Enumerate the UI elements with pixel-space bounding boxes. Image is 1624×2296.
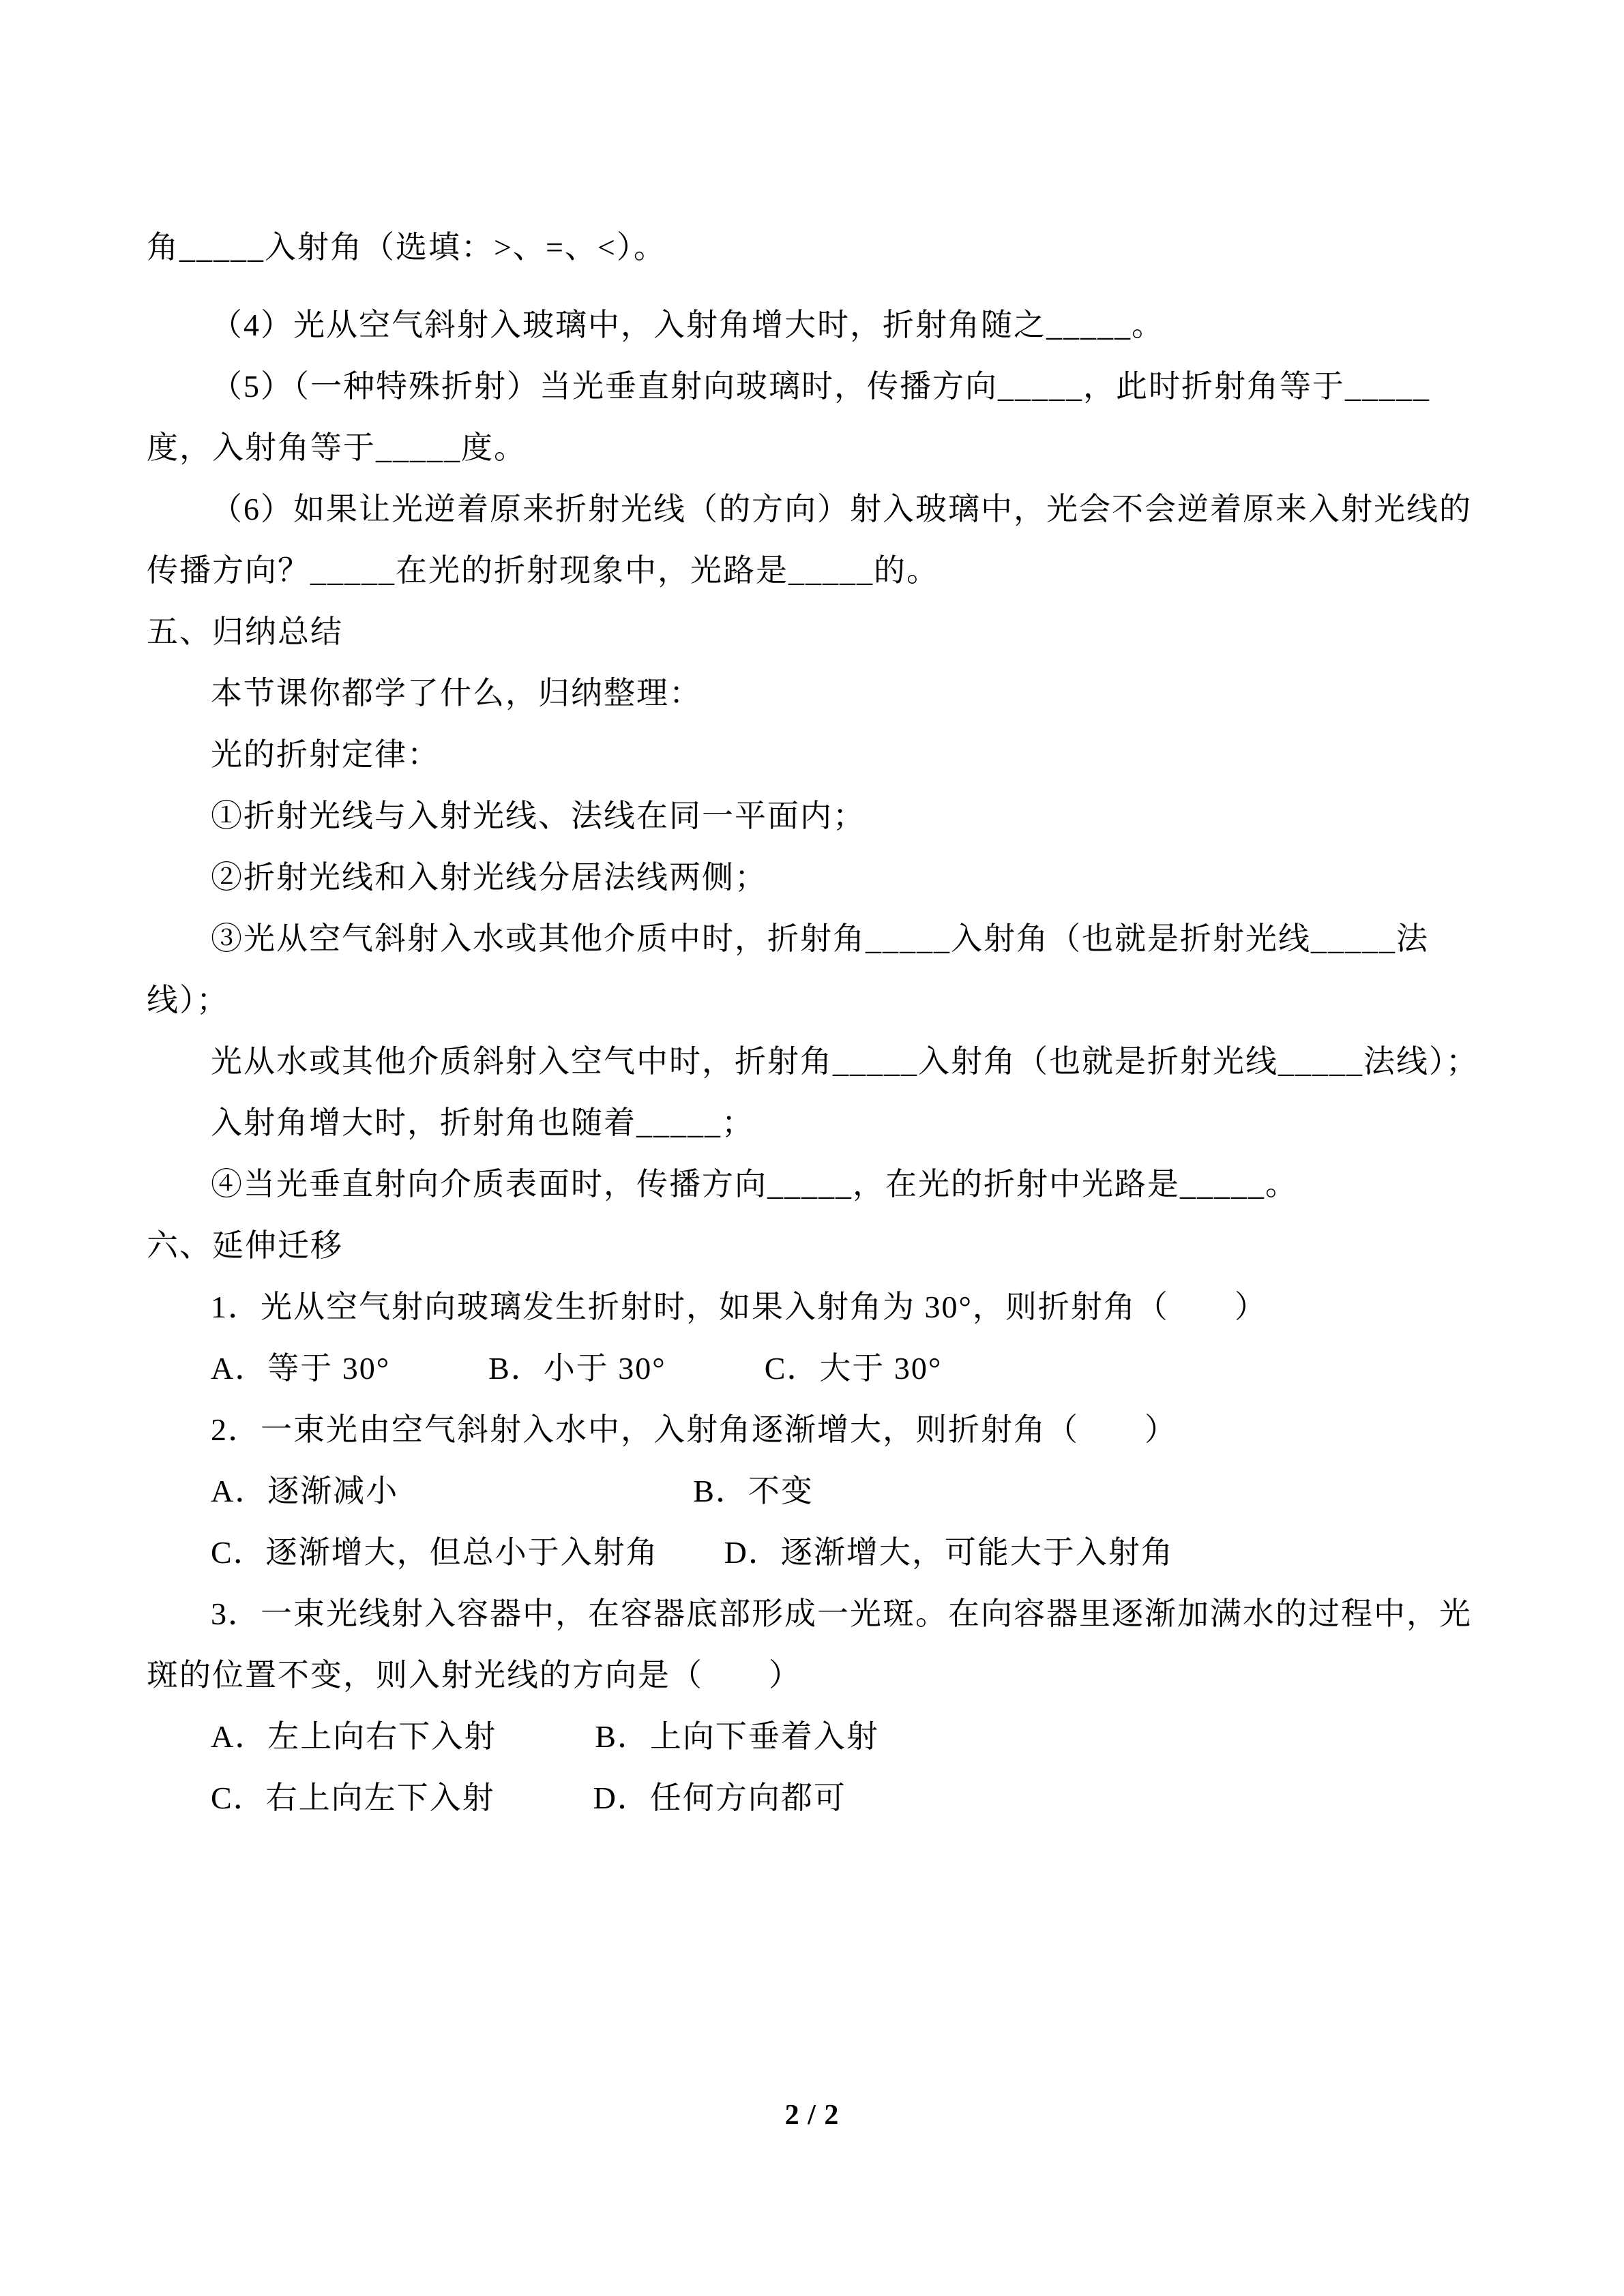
- section-heading-6: 六、延伸迁移: [147, 1228, 343, 1263]
- text-line: 光从水或其他介质斜射入空气中时，折射角_____入射角（也就是折射光线_____法线）；: [211, 1044, 1479, 1079]
- question-line: 2．一束光由空气斜射入水中，入射角逐渐增大，则折射角（ ）: [211, 1412, 1177, 1447]
- text-line: 入射角增大时，折射角也随着_____；: [211, 1105, 754, 1140]
- section-heading-5: 五、归纳总结: [147, 614, 343, 649]
- text-line: （5）（一种特殊折射）当光垂直射向玻璃时，传播方向_____，此时折射角等于_____: [211, 369, 1430, 404]
- text-line: 线）；: [147, 983, 229, 1017]
- text-line: 角_____入射角（选填：>、=、<）。: [147, 230, 666, 265]
- text-line: 本节课你都学了什么，归纳整理：: [211, 676, 702, 711]
- text-line: ②折射光线和入射光线分居法线两侧；: [211, 860, 767, 895]
- text-line: （6）如果让光逆着原来折射光线（的方向）射入玻璃中，光会不会逆着原来入射光线的: [211, 492, 1472, 526]
- question-line: 斑的位置不变，则入射光线的方向是（ ）: [147, 1658, 801, 1693]
- question-line: 3．一束光线射入容器中，在容器底部形成一光斑。在向容器里逐渐加满水的过程中，光: [211, 1596, 1472, 1631]
- text-line: ③光从空气斜射入水或其他介质中时，折射角_____入射角（也就是折射光线_____法: [211, 921, 1429, 956]
- choices-line: A．等于 30° B．小于 30° C．大于 30°: [211, 1351, 943, 1386]
- choices-line: A．左上向右下入射 B．上向下垂着入射: [211, 1719, 879, 1754]
- text-line: 度，入射角等于_____度。: [147, 430, 527, 465]
- choices-line: A．逐渐减小 B．不变: [211, 1474, 814, 1508]
- document-body: [147, 217, 1494, 1829]
- text-line: 光的折射定律：: [211, 737, 440, 772]
- choices-line: C．右上向左下入射 D．任何方向都可: [211, 1780, 846, 1815]
- text-line: （4）光从空气斜射入玻璃中，入射角增大时，折射角随之_____。: [211, 308, 1164, 342]
- text-line: 传播方向？_____在光的折射现象中，光路是_____的。: [147, 553, 939, 588]
- text-line: ①折射光线与入射光线、法线在同一平面内；: [211, 799, 866, 833]
- page-number: 2 / 2: [784, 2100, 840, 2131]
- question-line: 1．光从空气射向玻璃发生折射时，如果入射角为 30°，则折射角（ ）: [211, 1289, 1267, 1324]
- text-line: ④当光垂直射向介质表面时，传播方向_____，在光的折射中光路是_____。: [211, 1167, 1298, 1202]
- choices-line: C．逐渐增大，但总小于入射角 D．逐渐增大，可能大于入射角: [211, 1535, 1174, 1570]
